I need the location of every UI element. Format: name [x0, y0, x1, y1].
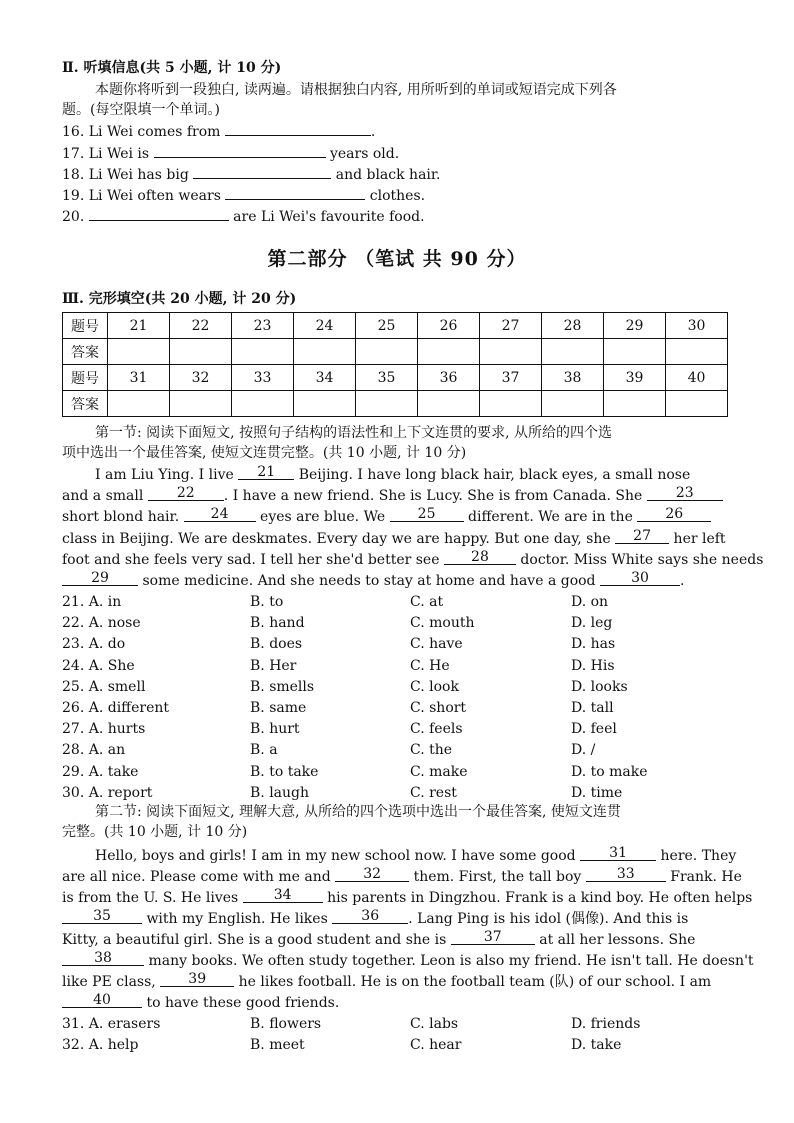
- question-17: [62, 143, 399, 164]
- blank-24[interactable]: 24: [184, 507, 256, 522]
- passage2-line2: [62, 867, 742, 887]
- table-cell: 30: [666, 313, 728, 339]
- passage-text: . I have a new friend. She is Lucy. She is from Canada. She: [223, 488, 643, 504]
- q19-blank[interactable]: [225, 185, 365, 200]
- passage-text: are all nice. Please come with me and: [62, 869, 331, 885]
- table-cell: 36: [418, 365, 480, 391]
- answer-table: [62, 312, 728, 417]
- option-item-d[interactable]: D. friends: [571, 1016, 641, 1032]
- answer-cell[interactable]: [418, 339, 480, 365]
- passage-text: many books. We often study together. Leon is also my friend. He isn't tall. He doesn't: [148, 953, 754, 969]
- passage-text: at all her lessons. She: [539, 932, 696, 948]
- option-item-d[interactable]: D. take: [571, 1037, 622, 1053]
- passage-text: different. We are in the: [468, 509, 633, 525]
- passage-text: like PE class,: [62, 974, 156, 990]
- option-item-c[interactable]: C. feels: [410, 721, 463, 738]
- passage1-line4: [62, 529, 726, 549]
- blank-29[interactable]: 29: [62, 571, 138, 586]
- option-item-b[interactable]: B. does: [250, 636, 303, 653]
- table-header-label: 题号: [63, 365, 108, 391]
- answer-cell[interactable]: [232, 339, 294, 365]
- option-item-d[interactable]: D. time: [571, 784, 623, 801]
- answer-cell[interactable]: [294, 339, 356, 365]
- option-item-c[interactable]: C. have: [410, 636, 463, 653]
- passage-text: and a small: [62, 488, 144, 504]
- option-item-d[interactable]: D. to make: [571, 763, 648, 780]
- passage-text: he likes football. He is on the football team (队) of our school. I am: [238, 974, 712, 990]
- passage-text: Frank. He: [670, 869, 742, 885]
- option-item-d[interactable]: D. looks: [571, 678, 628, 695]
- blank-37[interactable]: 37: [451, 930, 535, 945]
- passage1-line2: [62, 486, 723, 506]
- blank-38[interactable]: 38: [62, 951, 144, 966]
- answer-cell[interactable]: [542, 339, 604, 365]
- option-item-c[interactable]: C. look: [410, 678, 459, 695]
- question-19: [62, 185, 425, 206]
- option-item-d[interactable]: D. His: [571, 657, 615, 674]
- option-item-b[interactable]: B. meet: [250, 1037, 305, 1053]
- option-item-a[interactable]: 22. A. nose: [62, 615, 141, 632]
- table-cell: 22: [170, 313, 232, 339]
- answer-cell[interactable]: [108, 339, 170, 365]
- answer-cell[interactable]: [356, 391, 418, 417]
- passage2-line1: [95, 846, 736, 866]
- blank-39[interactable]: 39: [160, 972, 234, 987]
- q16-tail: .: [370, 124, 376, 140]
- listening-instruction-line2: 题。(每空限填一个单词。): [62, 102, 220, 118]
- question-16: [62, 121, 375, 142]
- passage2-line6: [62, 951, 754, 971]
- option-item-c[interactable]: C. rest: [410, 784, 457, 801]
- answer-cell[interactable]: [542, 391, 604, 417]
- passage-text: I am Liu Ying. I live: [95, 467, 234, 483]
- table-cell: 40: [666, 365, 728, 391]
- q16-blank[interactable]: [225, 121, 371, 136]
- option-item-c[interactable]: C. hear: [410, 1037, 462, 1053]
- option-item-a[interactable]: 21. A. in: [62, 594, 122, 610]
- passage1-line1: [95, 465, 690, 485]
- passage-text: them. First, the tall boy: [413, 869, 582, 885]
- table-cell: 32: [170, 365, 232, 391]
- blank-27[interactable]: 27: [615, 529, 669, 544]
- option-item-b[interactable]: B. to: [250, 594, 284, 610]
- blank-36[interactable]: 36: [332, 909, 408, 924]
- passage1-line5: [62, 550, 763, 570]
- option-item-a[interactable]: 25. A. smell: [62, 678, 146, 695]
- option-item-c[interactable]: C. make: [410, 763, 468, 780]
- table-cell: 23: [232, 313, 294, 339]
- answer-cell[interactable]: [232, 391, 294, 417]
- blank-22[interactable]: 22: [148, 486, 224, 501]
- option-item-d[interactable]: D. on: [571, 594, 609, 610]
- passage-text: doctor. Miss White says she needs: [520, 552, 764, 568]
- option-item-a[interactable]: 29. A. take: [62, 763, 139, 780]
- option-item-b[interactable]: B. laugh: [250, 784, 310, 801]
- table-cell: 33: [232, 365, 294, 391]
- table-cell: 25: [356, 313, 418, 339]
- option-item-a[interactable]: 30. A. report: [62, 784, 153, 801]
- section1-instruction-line2: 项中选出一个最佳答案, 使短文连贯完整。(共 10 小题, 计 10 分): [62, 445, 467, 461]
- option-item-c[interactable]: C. short: [410, 700, 467, 716]
- blank-30[interactable]: 30: [600, 571, 680, 586]
- passage2-line5: [62, 930, 695, 950]
- option-item-d[interactable]: D. tall: [571, 700, 614, 716]
- passage1-line3: [62, 507, 711, 527]
- table-cell: 39: [604, 365, 666, 391]
- table-header-label: 题号: [63, 313, 108, 339]
- answer-cell[interactable]: [294, 391, 356, 417]
- option-item-a[interactable]: 24. A. She: [62, 657, 135, 674]
- section2-instruction-line1: 第二节: 阅读下面短文, 理解大意, 从所给的四个选项中选出一个最佳答案, 使短文连贯: [95, 804, 621, 820]
- section2-instruction-line2: 完整。(共 10 小题, 计 10 分): [62, 824, 248, 840]
- option-item-b[interactable]: B. Her: [250, 657, 297, 674]
- passage-text: Beijing. I have long black hair, black eyes, a small nose: [298, 467, 691, 483]
- q20-tail: are Li Wei's favourite food.: [233, 209, 425, 225]
- table-cell: 27: [480, 313, 542, 339]
- option-item-b[interactable]: B. same: [250, 700, 307, 716]
- passage2-line4: [62, 909, 688, 929]
- table-cell: 37: [480, 365, 542, 391]
- passage-text: . Lang Ping is his idol (偶像). And this is: [408, 911, 689, 927]
- passage2-line3: [62, 888, 752, 908]
- passage2-line8: [62, 993, 339, 1013]
- q20-text: 20.: [62, 209, 85, 225]
- option-item-b[interactable]: B. a: [250, 742, 278, 759]
- answer-cell[interactable]: [480, 391, 542, 417]
- passage1-line6: [62, 571, 684, 591]
- answer-cell[interactable]: [604, 339, 666, 365]
- passage-text: with my English. He likes: [146, 911, 328, 927]
- option-item-d[interactable]: D. /: [571, 742, 596, 759]
- cloze-section-title: Ⅲ. 完形填空(共 20 小题, 计 20 分): [62, 291, 297, 307]
- blank-21[interactable]: 21: [238, 465, 294, 480]
- option-item-a[interactable]: 23. A. do: [62, 636, 126, 653]
- blank-40[interactable]: 40: [62, 993, 142, 1008]
- question-20: [62, 206, 425, 227]
- blank-28[interactable]: 28: [444, 550, 516, 565]
- blank-31[interactable]: 31: [580, 846, 656, 861]
- q20-blank[interactable]: [89, 206, 229, 221]
- q16-text: 16. Li Wei comes from: [62, 124, 221, 140]
- option-item-a[interactable]: 31. A. erasers: [62, 1016, 161, 1032]
- option-item-b[interactable]: B. to take: [250, 763, 319, 780]
- option-item-b[interactable]: B. flowers: [250, 1016, 322, 1032]
- passage-text: short blond hair.: [62, 509, 180, 525]
- option-item-c[interactable]: C. labs: [410, 1016, 459, 1032]
- passage-text: eyes are blue. We: [260, 509, 386, 525]
- option-item-a[interactable]: 32. A. help: [62, 1037, 139, 1053]
- table-answer-label: 答案: [63, 391, 108, 417]
- blank-33[interactable]: 33: [586, 867, 666, 882]
- q17-blank[interactable]: [154, 143, 326, 158]
- passage-text: Hello, boys and girls! I am in my new school now. I have some good: [95, 848, 576, 864]
- part2-title: 第二部分 （笔试 共 90 分）: [267, 248, 527, 270]
- answer-cell[interactable]: [108, 391, 170, 417]
- passage-text: Kitty, a beautiful girl. She is a good student and she is: [62, 932, 447, 948]
- passage-text: here. They: [660, 848, 737, 864]
- table-row: [63, 391, 728, 417]
- passage-text: foot and she feels very sad. I tell her she'd better see: [62, 552, 440, 568]
- q17-text: 17. Li Wei is: [62, 146, 150, 162]
- table-row: [63, 313, 728, 339]
- passage-text: some medicine. And she needs to stay at home and have a good: [142, 573, 596, 589]
- question-18: [62, 164, 441, 185]
- table-cell: 21: [108, 313, 170, 339]
- q17-tail: years old.: [329, 146, 400, 162]
- passage-text: her left: [673, 531, 726, 547]
- option-item-a[interactable]: 26. A. different: [62, 700, 170, 716]
- table-cell: 26: [418, 313, 480, 339]
- table-answer-label: 答案: [63, 339, 108, 365]
- option-item-b[interactable]: B. smells: [250, 678, 315, 695]
- option-item-a[interactable]: 28. A. an: [62, 742, 126, 759]
- q18-blank[interactable]: [193, 164, 331, 179]
- q18-tail: and black hair.: [335, 167, 441, 183]
- option-item-d[interactable]: D. leg: [571, 615, 613, 632]
- passage2-line7: [62, 972, 711, 992]
- option-item-d[interactable]: D. has: [571, 636, 616, 653]
- passage-text: is from the U. S. He lives: [62, 890, 239, 906]
- answer-cell[interactable]: [418, 391, 480, 417]
- blank-35[interactable]: 35: [62, 909, 142, 924]
- table-row: [63, 339, 728, 365]
- answer-cell[interactable]: [170, 339, 232, 365]
- section1-instruction-line1: 第一节: 阅读下面短文, 按照句子结构的语法性和上下文连贯的要求, 从所给的四个选: [95, 425, 612, 441]
- option-item-c[interactable]: C. mouth: [410, 615, 475, 632]
- passage-text: class in Beijing. We are deskmates. Every day we are happy. But one day, she: [62, 531, 611, 547]
- table-cell: 34: [294, 365, 356, 391]
- table-cell: 29: [604, 313, 666, 339]
- table-row: [63, 365, 728, 391]
- table-cell: 28: [542, 313, 604, 339]
- blank-23[interactable]: 23: [647, 486, 723, 501]
- table-cell: 31: [108, 365, 170, 391]
- blank-32[interactable]: 32: [335, 867, 409, 882]
- table-cell: 35: [356, 365, 418, 391]
- q19-tail: clothes.: [369, 188, 426, 204]
- listening-instruction-line1: 本题你将听到一段独白, 读两遍。请根据独白内容, 用所听到的单词或短语完成下列各: [95, 82, 617, 98]
- option-item-c[interactable]: C. He: [410, 657, 450, 674]
- option-item-b[interactable]: B. hand: [250, 615, 305, 632]
- answer-cell[interactable]: [666, 391, 728, 417]
- q18-text: 18. Li Wei has big: [62, 167, 189, 183]
- passage-text: .: [679, 573, 685, 589]
- passage-text: his parents in Dingzhou. Frank is a kind boy. He often helps: [327, 890, 753, 906]
- listening-section-title: Ⅱ. 听填信息(共 5 小题, 计 10 分): [62, 60, 282, 76]
- passage-text: to have these good friends.: [146, 995, 340, 1011]
- answer-cell[interactable]: [666, 339, 728, 365]
- blank-26[interactable]: 26: [637, 507, 711, 522]
- option-item-d[interactable]: D. feel: [571, 721, 617, 738]
- option-item-c[interactable]: C. the: [410, 742, 453, 759]
- blank-34[interactable]: 34: [243, 888, 323, 903]
- answer-cell[interactable]: [480, 339, 542, 365]
- option-item-b[interactable]: B. hurt: [250, 721, 300, 738]
- table-cell: 24: [294, 313, 356, 339]
- option-item-c[interactable]: C. at: [410, 594, 444, 610]
- table-cell: 38: [542, 365, 604, 391]
- answer-cell[interactable]: [356, 339, 418, 365]
- answer-cell[interactable]: [604, 391, 666, 417]
- blank-25[interactable]: 25: [390, 507, 464, 522]
- q19-text: 19. Li Wei often wears: [62, 188, 221, 204]
- answer-cell[interactable]: [170, 391, 232, 417]
- option-item-a[interactable]: 27. A. hurts: [62, 721, 146, 738]
